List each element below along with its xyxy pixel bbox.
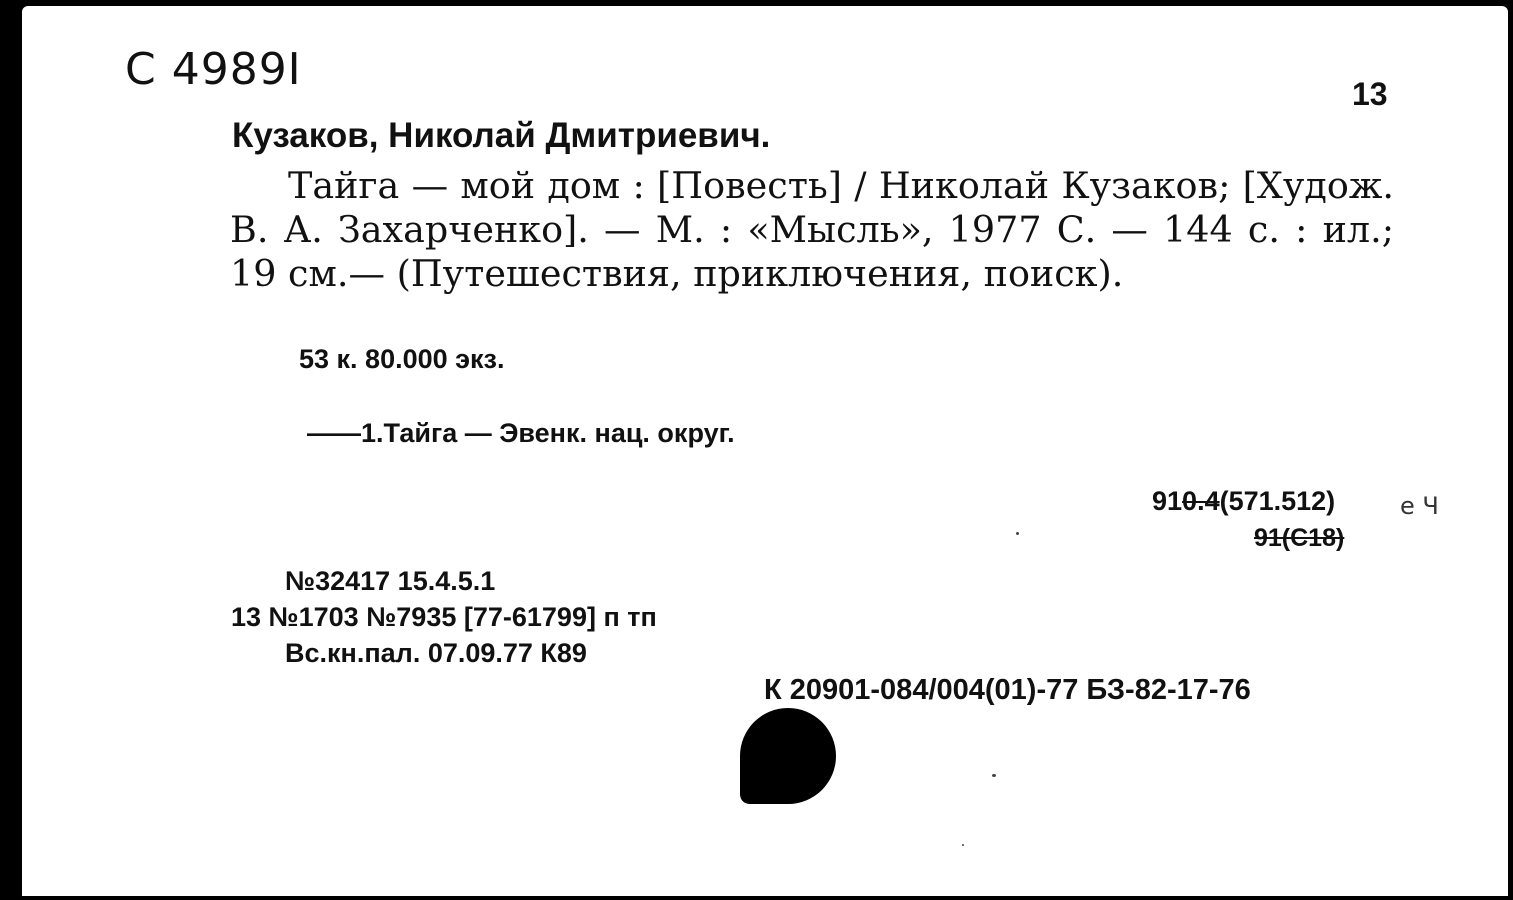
index-line: К 20901-084/004(01)-77 БЗ-82-17-76	[764, 674, 1251, 706]
speck-mark	[992, 774, 996, 777]
classification-struck-part: 0.4	[1182, 486, 1220, 516]
bibliographic-description: Тайга — мой дом : [Повесть] / Николай Кузаков; [Худож. В. А. Захарченко]. — М. : «Мысль», 1977 С. — 144 с. : ил.; 19 см.— (Путешествия, приключения, поиск).	[230, 164, 1394, 295]
classification-main: (571.512)	[1219, 486, 1336, 516]
registration-line-2: 13 №1703 №7935 [77-61799] п тп	[231, 602, 657, 632]
classification-prefix: 91	[1152, 486, 1183, 516]
registration-line-3: Вс.кн.пал. 07.09.77 К89	[285, 638, 587, 668]
catalog-card	[22, 6, 1508, 896]
registration-line-1: №32417 15.4.5.1	[285, 566, 496, 596]
handwritten-mark: е Ч	[1400, 492, 1439, 520]
shelf-mark: С 4989I	[125, 44, 302, 95]
punch-hole	[740, 708, 836, 804]
secondary-classification: 91(С18)	[1254, 524, 1345, 552]
price-print-run: 53 к. 80.000 экз.	[299, 344, 505, 374]
card-number: 13	[1352, 76, 1388, 112]
speck-mark	[1016, 532, 1019, 535]
classification-code	[1152, 486, 1335, 517]
author-heading: Кузаков, Николай Дмитриевич.	[232, 116, 771, 155]
subject-heading: ——1.Тайга — Эвенк. нац. округ.	[307, 418, 735, 448]
speck-mark	[962, 844, 964, 846]
